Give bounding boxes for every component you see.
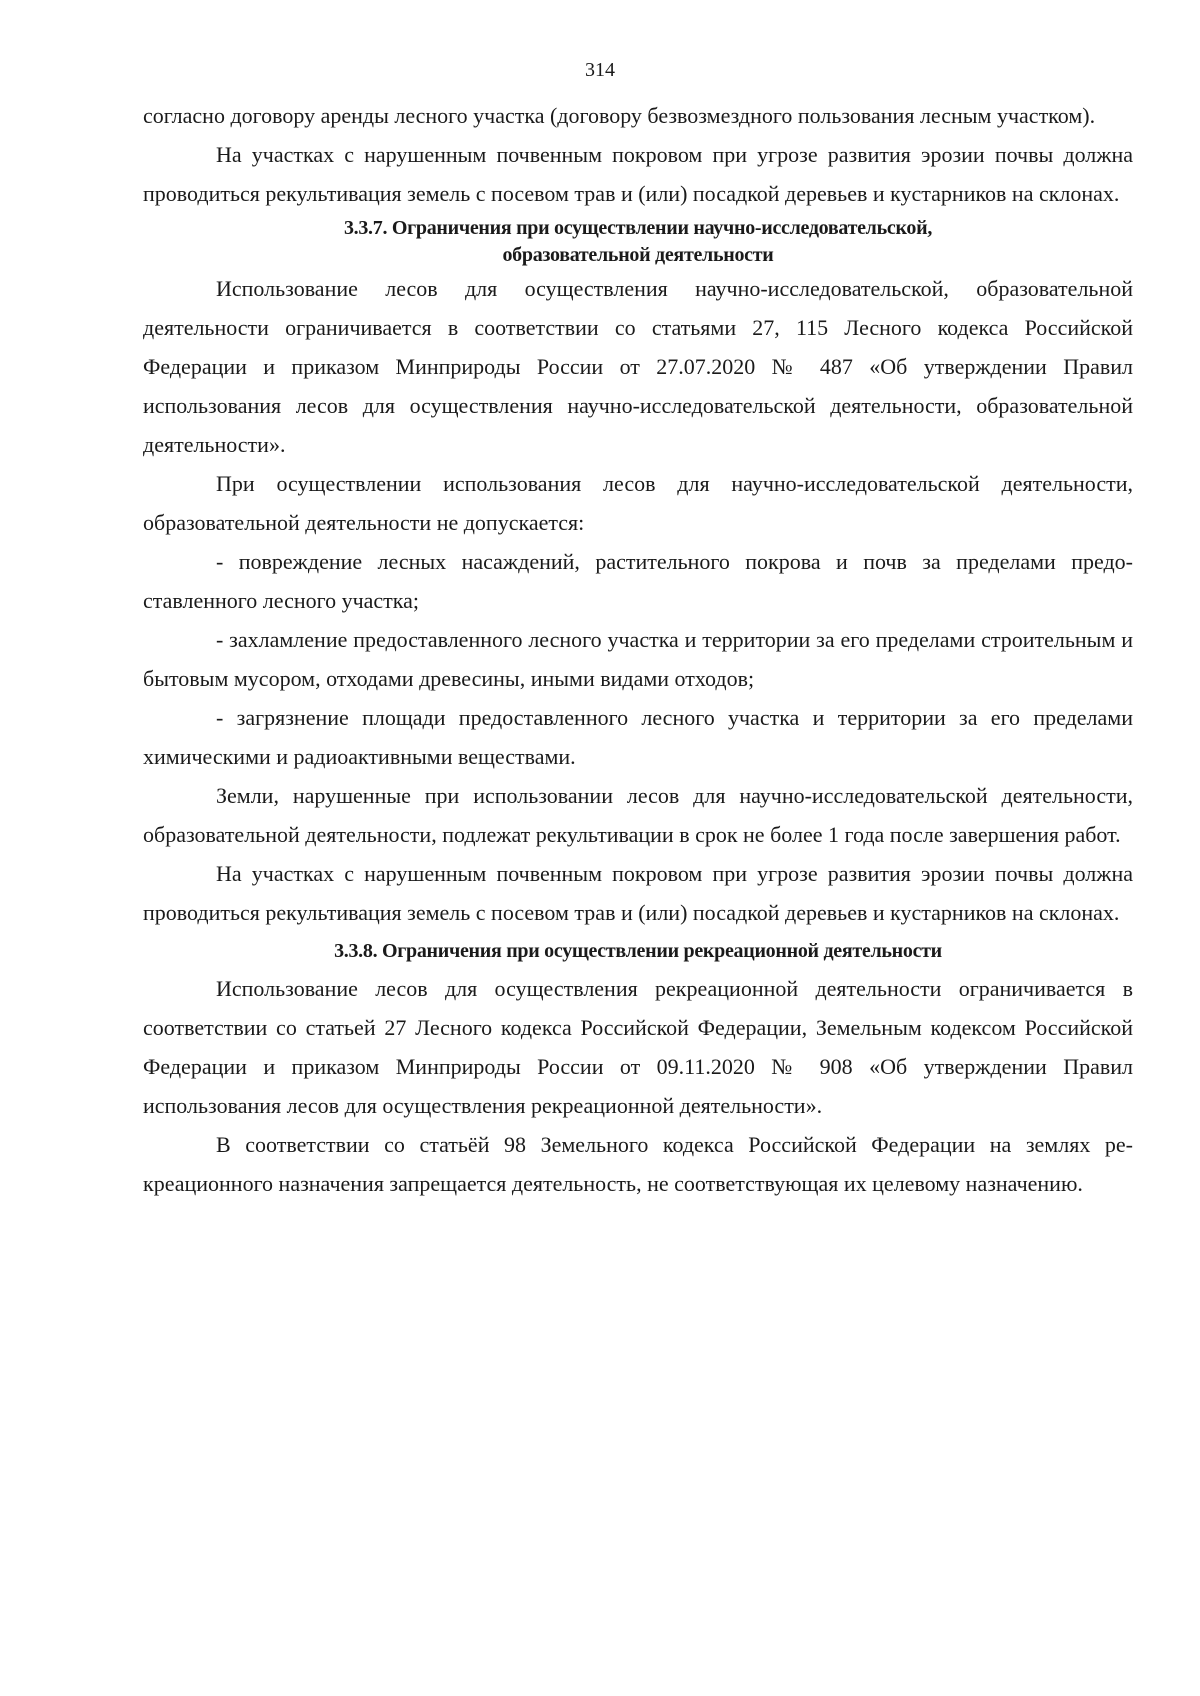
paragraph-soil-recultivation-2: На участках с нарушенным почвенным покровом при угрозе развития эрозии почвы должна проводиться рекультивация земель с посевом трав и (или) посадкой деревьев и кустарников на склонах.	[143, 861, 1133, 925]
section-heading-3-3-8: 3.3.8. Ограничения при осуществлении рекреационной деятельности	[334, 940, 942, 962]
paragraph-recultivation-term: Земли, нарушенные при использовании лесов для научно-исследовательской деятельности, образовательной деятельности, подлежат рекультивации в срок не более 1 года после завершения работ.	[143, 783, 1133, 847]
list-item-littering: - захламление предоставленного лесного участка и территории за его пределами строительным и бытовым мусором, отходами древесины, иными видами отходов;	[143, 627, 1133, 691]
section-heading-3-3-7-line-1: 3.3.7. Ограничения при осуществлении научно-исследовательской,	[343, 217, 933, 239]
paragraph-research-use: Использование лесов для осуществления научно-исследовательской, образовательной деятельности ограничивается в соответствии со статьями 27, 115 Лесного кодекса Российской Федерации и приказом Минприроды России от 27.07.2020 № 487 «Об утверждении Правил использования лесов для осуществления научно-исследовательской деятельности, образовательной деятельности».	[143, 276, 1133, 457]
paragraph-recreation-use: Использование лесов для осуществления рекреационной деятельности ограничивается в соответствии со статьей 27 Лесного кодекса Российской Федерации, Земельным кодексом Российской Федерации и приказом Минприроды России от 09.11.2020 № 908 «Об утверждении Правил использования лесов для осуществления рекреационной деятельности».	[143, 976, 1133, 1118]
section-heading-3-3-7-line-2: образовательной деятельности	[502, 244, 774, 266]
paragraph-not-allowed-intro: При осуществлении использования лесов для научно-исследовательской деятельности, образовательной деятельности не допускается:	[143, 471, 1133, 535]
list-item-pollution: - загрязнение площади предоставленного лесного участка и территории за его пределами химическими и радиоактивными веществами.	[143, 705, 1133, 769]
section-heading-3-3-7	[143, 215, 1133, 269]
document-body	[143, 96, 1133, 1203]
paragraph-soil-recultivation-1: На участках с нарушенным почвенным покровом при угрозе развития эрозии почвы должна проводиться рекультивация земель с посевом трав и (или) посадкой деревьев и кустарников на склонах.	[143, 142, 1133, 206]
paragraph-continuation: согласно договору аренды лесного участка (договору безвозмездного пользования лесным участком).	[143, 103, 1096, 128]
paragraph-land-code-98: В соответствии со статьёй 98 Земельного кодекса Российской Федерации на землях рекреационного назначения запрещается деятельность, не соответствующая их целевому назначению.	[143, 1132, 1133, 1196]
list-item-damage: - повреждение лесных насаждений, растительного покрова и почв за пределами предоставленного лесного участка;	[143, 549, 1133, 613]
page-number: 314	[585, 59, 615, 81]
